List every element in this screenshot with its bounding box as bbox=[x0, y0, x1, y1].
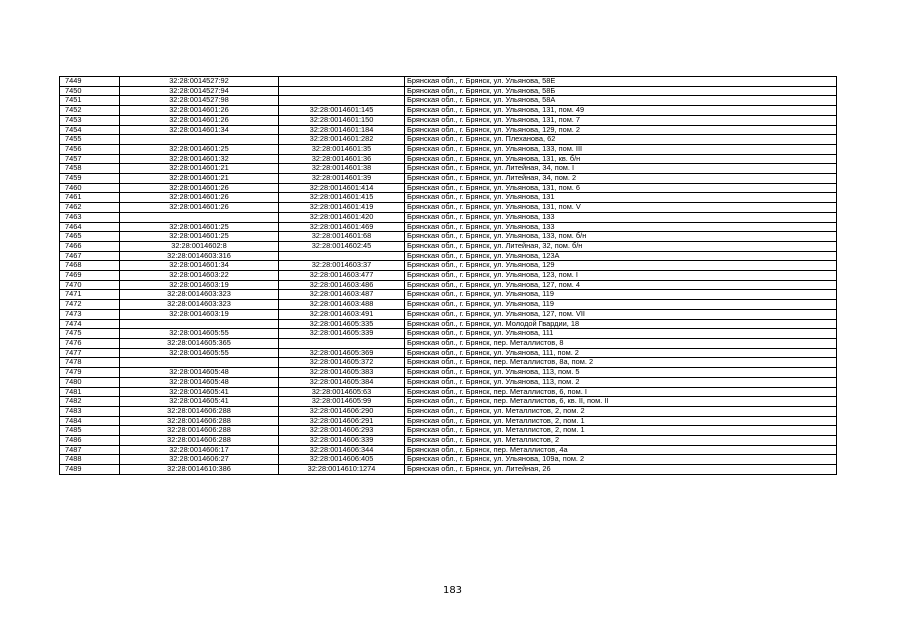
object-cadastral-number-cell: 32:28:0014610:1274 bbox=[279, 465, 405, 475]
land-cadastral-number-cell: 32:28:0014601:26 bbox=[120, 183, 279, 193]
address-cell: Брянская обл., г. Брянск, ул. Ульянова, 123, пом. I bbox=[405, 271, 837, 281]
object-cadastral-number-cell: 32:28:0014601:469 bbox=[279, 222, 405, 232]
land-cadastral-number-cell: 32:28:0014605:55 bbox=[120, 329, 279, 339]
row-number-cell: 7472 bbox=[60, 300, 120, 310]
object-cadastral-number-cell: 32:28:0014605:99 bbox=[279, 397, 405, 407]
land-cadastral-number-cell: 32:28:0014605:48 bbox=[120, 377, 279, 387]
table-row bbox=[60, 397, 837, 407]
table-row bbox=[60, 144, 837, 154]
land-cadastral-number-cell: 32:28:0014601:26 bbox=[120, 203, 279, 213]
object-cadastral-number-cell: 32:28:0014606:291 bbox=[279, 416, 405, 426]
table-row bbox=[60, 77, 837, 87]
object-cadastral-number-cell: 32:28:0014603:37 bbox=[279, 261, 405, 271]
table-row bbox=[60, 387, 837, 397]
row-number-cell: 7489 bbox=[60, 465, 120, 475]
table-row bbox=[60, 329, 837, 339]
row-number-cell: 7478 bbox=[60, 358, 120, 368]
address-cell: Брянская обл., г. Брянск, ул. Металлистов, 2, пом. 2 bbox=[405, 406, 837, 416]
address-cell: Брянская обл., г. Брянск, ул. Ульянова, 58А bbox=[405, 96, 837, 106]
land-cadastral-number-cell: 32:28:0014601:26 bbox=[120, 106, 279, 116]
address-cell: Брянская обл., г. Брянск, ул. Ульянова, 127, пом. VII bbox=[405, 309, 837, 319]
row-number-cell: 7471 bbox=[60, 290, 120, 300]
object-cadastral-number-cell: 32:28:0014606:405 bbox=[279, 455, 405, 465]
address-cell: Брянская обл., г. Брянск, ул. Ульянова, 131, пом. 49 bbox=[405, 106, 837, 116]
row-number-cell: 7459 bbox=[60, 174, 120, 184]
address-cell: Брянская обл., г. Брянск, ул. Литейная, 32, пом. б/н bbox=[405, 241, 837, 251]
table-row bbox=[60, 436, 837, 446]
land-cadastral-number-cell: 32:28:0014601:25 bbox=[120, 144, 279, 154]
land-cadastral-number-cell: 32:28:0014606:288 bbox=[120, 416, 279, 426]
table-row bbox=[60, 241, 837, 251]
land-cadastral-number-cell bbox=[120, 358, 279, 368]
land-cadastral-number-cell: 32:28:0014601:32 bbox=[120, 154, 279, 164]
table-row bbox=[60, 203, 837, 213]
object-cadastral-number-cell: 32:28:0014605:384 bbox=[279, 377, 405, 387]
table-row bbox=[60, 115, 837, 125]
row-number-cell: 7453 bbox=[60, 115, 120, 125]
row-number-cell: 7466 bbox=[60, 241, 120, 251]
land-cadastral-number-cell: 32:28:0014603:22 bbox=[120, 271, 279, 281]
land-cadastral-number-cell: 32:28:0014601:34 bbox=[120, 125, 279, 135]
page-number: 183 bbox=[442, 585, 463, 596]
row-number-cell: 7476 bbox=[60, 338, 120, 348]
table-row bbox=[60, 445, 837, 455]
table-row bbox=[60, 358, 837, 368]
land-cadastral-number-cell: 32:28:0014603:316 bbox=[120, 251, 279, 261]
table-row bbox=[60, 251, 837, 261]
row-number-cell: 7462 bbox=[60, 203, 120, 213]
address-cell: Брянская обл., г. Брянск, ул. Ульянова, 131, кв. б/н bbox=[405, 154, 837, 164]
land-cadastral-number-cell: 32:28:0014602:8 bbox=[120, 241, 279, 251]
address-cell: Брянская обл., г. Брянск, ул. Ульянова, 129, пом. 2 bbox=[405, 125, 837, 135]
object-cadastral-number-cell: 32:28:0014603:487 bbox=[279, 290, 405, 300]
row-number-cell: 7452 bbox=[60, 106, 120, 116]
row-number-cell: 7454 bbox=[60, 125, 120, 135]
row-number-cell: 7450 bbox=[60, 86, 120, 96]
address-cell: Брянская обл., г. Брянск, ул. Металлистов, 2 bbox=[405, 436, 837, 446]
row-number-cell: 7468 bbox=[60, 261, 120, 271]
address-cell: Брянская обл., г. Брянск, ул. Ульянова, 113, пом. 5 bbox=[405, 368, 837, 378]
row-number-cell: 7464 bbox=[60, 222, 120, 232]
land-cadastral-number-cell: 32:28:0014601:26 bbox=[120, 193, 279, 203]
object-cadastral-number-cell: 32:28:0014605:372 bbox=[279, 358, 405, 368]
row-number-cell: 7475 bbox=[60, 329, 120, 339]
land-cadastral-number-cell: 32:28:0014603:19 bbox=[120, 309, 279, 319]
table-row bbox=[60, 183, 837, 193]
row-number-cell: 7482 bbox=[60, 397, 120, 407]
address-cell: Брянская обл., г. Брянск, ул. Ульянова, 113, пом. 2 bbox=[405, 377, 837, 387]
object-cadastral-number-cell bbox=[279, 251, 405, 261]
address-cell: Брянская обл., г. Брянск, пер. Металлистов, 6, кв. II, пом. II bbox=[405, 397, 837, 407]
land-cadastral-number-cell bbox=[120, 319, 279, 329]
object-cadastral-number-cell bbox=[279, 338, 405, 348]
table-row bbox=[60, 106, 837, 116]
row-number-cell: 7483 bbox=[60, 406, 120, 416]
object-cadastral-number-cell: 32:28:0014601:35 bbox=[279, 144, 405, 154]
row-number-cell: 7487 bbox=[60, 445, 120, 455]
land-cadastral-number-cell: 32:28:0014527:98 bbox=[120, 96, 279, 106]
table-row bbox=[60, 96, 837, 106]
object-cadastral-number-cell: 32:28:0014601:419 bbox=[279, 203, 405, 213]
address-cell: Брянская обл., г. Брянск, ул. Ульянова, 133, пом. б/н bbox=[405, 232, 837, 242]
table-row bbox=[60, 164, 837, 174]
row-number-cell: 7449 bbox=[60, 77, 120, 87]
table-row bbox=[60, 271, 837, 281]
land-cadastral-number-cell: 32:28:0014605:55 bbox=[120, 348, 279, 358]
address-cell: Брянская обл., г. Брянск, ул. Ульянова, 133, пом. III bbox=[405, 144, 837, 154]
land-cadastral-number-cell: 32:28:0014606:288 bbox=[120, 426, 279, 436]
row-number-cell: 7451 bbox=[60, 96, 120, 106]
object-cadastral-number-cell: 32:28:0014605:335 bbox=[279, 319, 405, 329]
table-row bbox=[60, 212, 837, 222]
address-cell: Брянская обл., г. Брянск, ул. Литейная, 26 bbox=[405, 465, 837, 475]
table-row bbox=[60, 426, 837, 436]
table-row bbox=[60, 125, 837, 135]
address-cell: Брянская обл., г. Брянск, ул. Ульянова, 111, пом. 2 bbox=[405, 348, 837, 358]
row-number-cell: 7458 bbox=[60, 164, 120, 174]
land-cadastral-number-cell: 32:28:0014601:21 bbox=[120, 164, 279, 174]
row-number-cell: 7474 bbox=[60, 319, 120, 329]
table-row bbox=[60, 300, 837, 310]
land-cadastral-number-cell: 32:28:0014527:94 bbox=[120, 86, 279, 96]
land-cadastral-number-cell: 32:28:0014606:288 bbox=[120, 406, 279, 416]
address-cell: Брянская обл., г. Брянск, ул. Молодой Гвардии, 18 bbox=[405, 319, 837, 329]
row-number-cell: 7486 bbox=[60, 436, 120, 446]
land-cadastral-number-cell: 32:28:0014601:21 bbox=[120, 174, 279, 184]
table-row bbox=[60, 280, 837, 290]
object-cadastral-number-cell bbox=[279, 86, 405, 96]
land-cadastral-number-cell: 32:28:0014606:288 bbox=[120, 436, 279, 446]
object-cadastral-number-cell: 32:28:0014606:344 bbox=[279, 445, 405, 455]
land-cadastral-number-cell: 32:28:0014610:386 bbox=[120, 465, 279, 475]
row-number-cell: 7473 bbox=[60, 309, 120, 319]
object-cadastral-number-cell: 32:28:0014606:290 bbox=[279, 406, 405, 416]
address-cell: Брянская обл., г. Брянск, ул. Ульянова, 109а, пом. 2 bbox=[405, 455, 837, 465]
row-number-cell: 7463 bbox=[60, 212, 120, 222]
object-cadastral-number-cell: 32:28:0014605:63 bbox=[279, 387, 405, 397]
object-cadastral-number-cell: 32:28:0014601:145 bbox=[279, 106, 405, 116]
land-cadastral-number-cell: 32:28:0014606:27 bbox=[120, 455, 279, 465]
row-number-cell: 7477 bbox=[60, 348, 120, 358]
address-cell: Брянская обл., г. Брянск, ул. Ульянова, 111 bbox=[405, 329, 837, 339]
object-cadastral-number-cell: 32:28:0014601:184 bbox=[279, 125, 405, 135]
row-number-cell: 7479 bbox=[60, 368, 120, 378]
row-number-cell: 7465 bbox=[60, 232, 120, 242]
row-number-cell: 7485 bbox=[60, 426, 120, 436]
object-cadastral-number-cell: 32:28:0014605:383 bbox=[279, 368, 405, 378]
row-number-cell: 7456 bbox=[60, 144, 120, 154]
table-row bbox=[60, 368, 837, 378]
land-cadastral-number-cell: 32:28:0014601:25 bbox=[120, 232, 279, 242]
land-cadastral-number-cell: 32:28:0014605:48 bbox=[120, 368, 279, 378]
registry-table-body bbox=[60, 77, 837, 475]
table-row bbox=[60, 193, 837, 203]
table-row bbox=[60, 348, 837, 358]
object-cadastral-number-cell bbox=[279, 96, 405, 106]
row-number-cell: 7461 bbox=[60, 193, 120, 203]
object-cadastral-number-cell: 32:28:0014603:491 bbox=[279, 309, 405, 319]
land-cadastral-number-cell bbox=[120, 135, 279, 145]
table-row bbox=[60, 377, 837, 387]
object-cadastral-number-cell: 32:28:0014603:488 bbox=[279, 300, 405, 310]
land-cadastral-number-cell: 32:28:0014601:26 bbox=[120, 115, 279, 125]
table-row bbox=[60, 455, 837, 465]
land-cadastral-number-cell: 32:28:0014603:323 bbox=[120, 290, 279, 300]
object-cadastral-number-cell: 32:28:0014601:415 bbox=[279, 193, 405, 203]
table-row bbox=[60, 465, 837, 475]
table-row bbox=[60, 319, 837, 329]
table-row bbox=[60, 338, 837, 348]
row-number-cell: 7481 bbox=[60, 387, 120, 397]
row-number-cell: 7488 bbox=[60, 455, 120, 465]
address-cell: Брянская обл., г. Брянск, ул. Ульянова, 58Е bbox=[405, 77, 837, 87]
land-cadastral-number-cell: 32:28:0014605:365 bbox=[120, 338, 279, 348]
address-cell: Брянская обл., г. Брянск, ул. Ульянова, 123А bbox=[405, 251, 837, 261]
address-cell: Брянская обл., г. Брянск, пер. Металлистов, 8а, пом. 2 bbox=[405, 358, 837, 368]
address-cell: Брянская обл., г. Брянск, ул. Ульянова, 131 bbox=[405, 193, 837, 203]
address-cell: Брянская обл., г. Брянск, ул. Ульянова, 58Б bbox=[405, 86, 837, 96]
address-cell: Брянская обл., г. Брянск, ул. Ульянова, 133 bbox=[405, 212, 837, 222]
address-cell: Брянская обл., г. Брянск, ул. Ульянова, 127, пом. 4 bbox=[405, 280, 837, 290]
address-cell: Брянская обл., г. Брянск, ул. Ульянова, 131, пом. V bbox=[405, 203, 837, 213]
table-row bbox=[60, 406, 837, 416]
table-row bbox=[60, 174, 837, 184]
object-cadastral-number-cell: 32:28:0014601:282 bbox=[279, 135, 405, 145]
land-cadastral-number-cell: 32:28:0014527:92 bbox=[120, 77, 279, 87]
object-cadastral-number-cell: 32:28:0014606:339 bbox=[279, 436, 405, 446]
object-cadastral-number-cell: 32:28:0014603:486 bbox=[279, 280, 405, 290]
table-row bbox=[60, 290, 837, 300]
address-cell: Брянская обл., г. Брянск, ул. Ульянова, 119 bbox=[405, 290, 837, 300]
object-cadastral-number-cell: 32:28:0014605:369 bbox=[279, 348, 405, 358]
address-cell: Брянская обл., г. Брянск, ул. Ульянова, 129 bbox=[405, 261, 837, 271]
address-cell: Брянская обл., г. Брянск, пер. Металлистов, 8 bbox=[405, 338, 837, 348]
address-cell: Брянская обл., г. Брянск, ул. Ульянова, 131, пом. 7 bbox=[405, 115, 837, 125]
row-number-cell: 7484 bbox=[60, 416, 120, 426]
row-number-cell: 7455 bbox=[60, 135, 120, 145]
table-row bbox=[60, 135, 837, 145]
object-cadastral-number-cell: 32:28:0014601:68 bbox=[279, 232, 405, 242]
land-cadastral-number-cell: 32:28:0014605:41 bbox=[120, 397, 279, 407]
object-cadastral-number-cell: 32:28:0014601:36 bbox=[279, 154, 405, 164]
object-cadastral-number-cell: 32:28:0014601:420 bbox=[279, 212, 405, 222]
object-cadastral-number-cell: 32:28:0014601:38 bbox=[279, 164, 405, 174]
table-row bbox=[60, 86, 837, 96]
registry-table bbox=[59, 76, 837, 475]
address-cell: Брянская обл., г. Брянск, ул. Металлистов, 2, пом. 1 bbox=[405, 426, 837, 436]
land-cadastral-number-cell: 32:28:0014605:41 bbox=[120, 387, 279, 397]
address-cell: Брянская обл., г. Брянск, ул. Плеханова, 62 bbox=[405, 135, 837, 145]
address-cell: Брянская обл., г. Брянск, пер. Металлистов, 4а bbox=[405, 445, 837, 455]
address-cell: Брянская обл., г. Брянск, ул. Ульянова, 131, пом. 6 bbox=[405, 183, 837, 193]
object-cadastral-number-cell bbox=[279, 77, 405, 87]
object-cadastral-number-cell: 32:28:0014602:45 bbox=[279, 241, 405, 251]
table-row bbox=[60, 261, 837, 271]
table-row bbox=[60, 232, 837, 242]
table-row bbox=[60, 154, 837, 164]
address-cell: Брянская обл., г. Брянск, ул. Ульянова, 133 bbox=[405, 222, 837, 232]
row-number-cell: 7460 bbox=[60, 183, 120, 193]
land-cadastral-number-cell: 32:28:0014603:323 bbox=[120, 300, 279, 310]
row-number-cell: 7469 bbox=[60, 271, 120, 281]
object-cadastral-number-cell: 32:28:0014601:414 bbox=[279, 183, 405, 193]
land-cadastral-number-cell: 32:28:0014606:17 bbox=[120, 445, 279, 455]
address-cell: Брянская обл., г. Брянск, пер. Металлистов, 6, пом. I bbox=[405, 387, 837, 397]
row-number-cell: 7480 bbox=[60, 377, 120, 387]
row-number-cell: 7457 bbox=[60, 154, 120, 164]
row-number-cell: 7467 bbox=[60, 251, 120, 261]
land-cadastral-number-cell: 32:28:0014601:25 bbox=[120, 222, 279, 232]
row-number-cell: 7470 bbox=[60, 280, 120, 290]
object-cadastral-number-cell: 32:28:0014601:39 bbox=[279, 174, 405, 184]
object-cadastral-number-cell: 32:28:0014601:150 bbox=[279, 115, 405, 125]
address-cell: Брянская обл., г. Брянск, ул. Металлистов, 2, пом. 1 bbox=[405, 416, 837, 426]
table-row bbox=[60, 309, 837, 319]
address-cell: Брянская обл., г. Брянск, ул. Ульянова, 119 bbox=[405, 300, 837, 310]
land-cadastral-number-cell bbox=[120, 212, 279, 222]
land-cadastral-number-cell: 32:28:0014603:19 bbox=[120, 280, 279, 290]
object-cadastral-number-cell: 32:28:0014603:477 bbox=[279, 271, 405, 281]
address-cell: Брянская обл., г. Брянск, ул. Литейная, 34, пом. I bbox=[405, 164, 837, 174]
land-cadastral-number-cell: 32:28:0014601:34 bbox=[120, 261, 279, 271]
object-cadastral-number-cell: 32:28:0014605:339 bbox=[279, 329, 405, 339]
address-cell: Брянская обл., г. Брянск, ул. Литейная, 34, пом. 2 bbox=[405, 174, 837, 184]
table-row bbox=[60, 416, 837, 426]
table-row bbox=[60, 222, 837, 232]
object-cadastral-number-cell: 32:28:0014606:293 bbox=[279, 426, 405, 436]
